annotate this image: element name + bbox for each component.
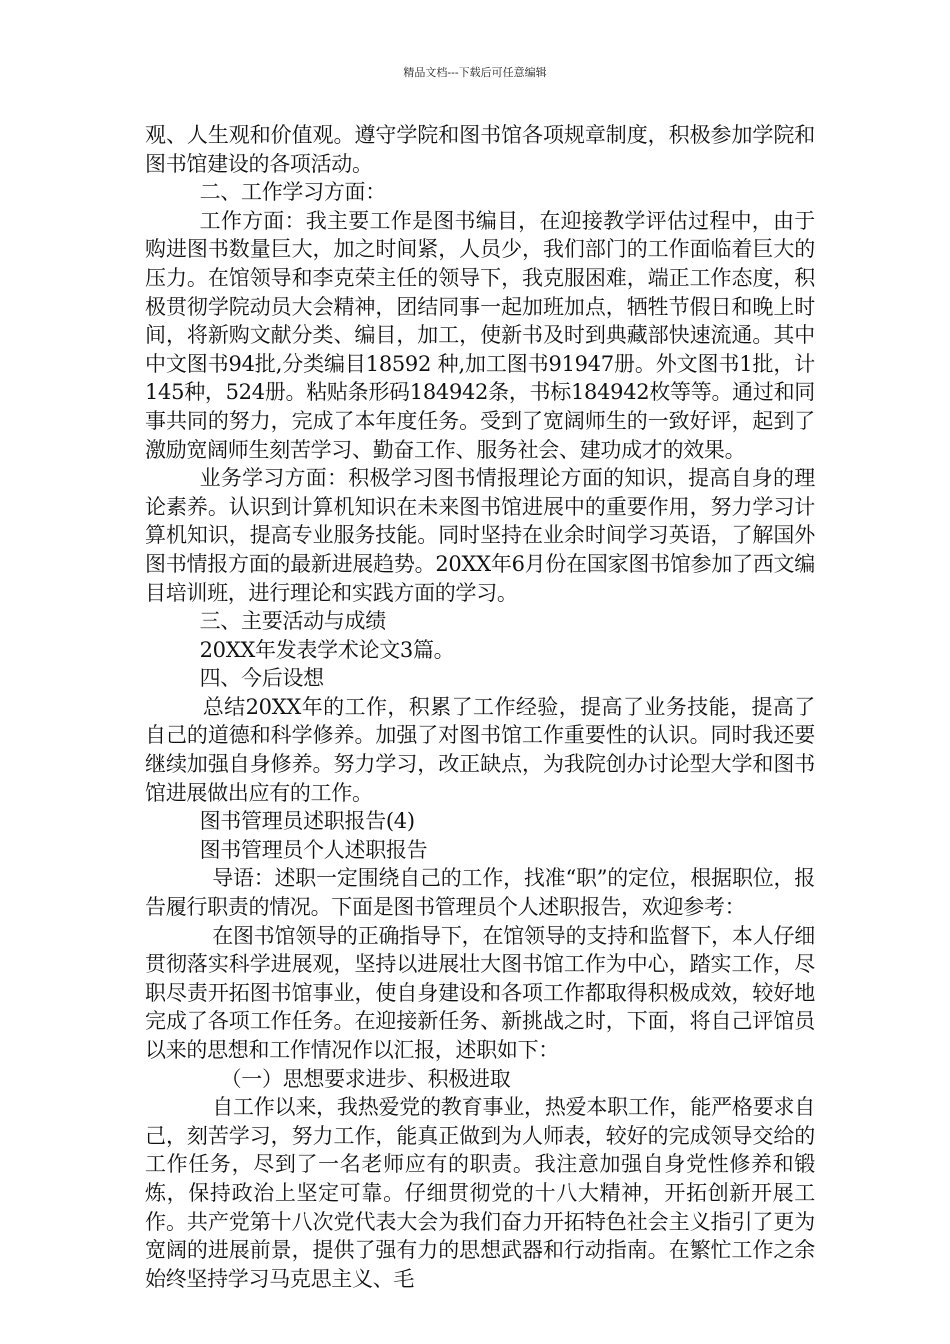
heading-report-4: 图书管理员述职报告(4): [199, 809, 415, 834]
paragraph-overview: 在图书馆领导的正确指导下，在馆领导的支持和监督下，本人仔细贯彻落实科学进展观，坚持以进展壮大图书馆工作为中心，踏实工作，尽职尽责开拓图书馆事业，使自身建设和各项工作都取得积极成效，较好地完成了各项工作任务。在迎接新任务、新挑战之时，下面，将自己评馆员以来的思想和工作情况作以汇报，述职如下：: [145, 923, 815, 1062]
paragraph-intro: 导语：述职一定围绕自己的工作，找准“职”的定位，根据职位，报告履行职责的情况。下面是图书管理员个人述职报告，欢迎参考：: [145, 866, 815, 920]
heading-future-plans: 四、今后设想: [199, 666, 324, 691]
document-body: [145, 121, 815, 1293]
paragraph-ideology: 自工作以来，我热爱党的教育事业，热爱本职工作，能严格要求自己，刻苦学习，努力工作，能真正做到为人师表，较好的完成领导交给的工作任务，尽到了一名老师应有的职责。我注意加强自身党性修养和锻炼，保持政治上坚定可靠。仔细贯彻党的十八大精神，开拓创新开展工作。共产党第十八次党代表大会为我们奋力开拓特色社会主义指引了更为宽阔的进展前景，提供了强有力的思想武器和行动指南。在繁忙工作之余始终坚持学习马克思主义、毛: [145, 1095, 815, 1291]
heading-work-study: 二、工作学习方面：: [199, 180, 386, 205]
paragraph-papers: 20XX年发表学术论文3篇。: [199, 637, 455, 662]
paragraph-summary: 总结20XX年的工作，积累了工作经验，提高了业务技能，提高了自己的道德和科学修养。加强了对图书馆工作重要性的认识。同时我还要继续加强自身修养。努力学习，改正缺点，为我院创办讨论型大学和图书馆进展做出应有的工作。: [145, 694, 815, 805]
heading-section-one: （一）思想要求进步、积极进取: [220, 1066, 511, 1091]
paragraph-business-study: 业务学习方面：积极学习图书情报理论方面的知识，提高自身的理论素养。认识到计算机知识在未来图书馆进展中的重要作用，努力学习计算机知识，提高专业服务技能。同时坚持在业余时间学习英语，了解国外图书情报方面的最新进展趋势。20XX年6月份在国家图书馆参加了西文编目培训班，进行理论和实践方面的学习。: [145, 466, 815, 605]
paragraph-work: 工作方面：我主要工作是图书编目，在迎接教学评估过程中，由于购进图书数量巨大，加之时间紧，人员少，我们部门的工作面临着巨大的压力。在馆领导和李克荣主任的领导下，我克服困难，端正工作态度，积极贯彻学院动员大会精神，团结同事一起加班加点，牺牲节假日和晚上时间，将新购文献分类、编目，加工，使新书及时到典藏部快速流通。其中中文图书94批,分类编目18592 种,加工图书91947册。外文图书1批，计145种，524册。粘贴条形码184942条，书标184942枚等等。通过和同事共同的努力，完成了本年度任务。受到了宽阔师生的一致好评，起到了激励宽阔师生刻苦学习、勤奋工作、服务社会、建功成才的效果。: [145, 208, 815, 462]
heading-activities: 三、主要活动与成绩: [199, 609, 386, 634]
paragraph-values: 观、人生观和价值观。遵守学院和图书馆各项规章制度，积极参加学院和图书馆建设的各项活动。: [145, 123, 815, 176]
page-header: 精品文档---下载后可任意编辑: [403, 66, 547, 79]
heading-personal-report: 图书管理员个人述职报告: [199, 837, 428, 862]
